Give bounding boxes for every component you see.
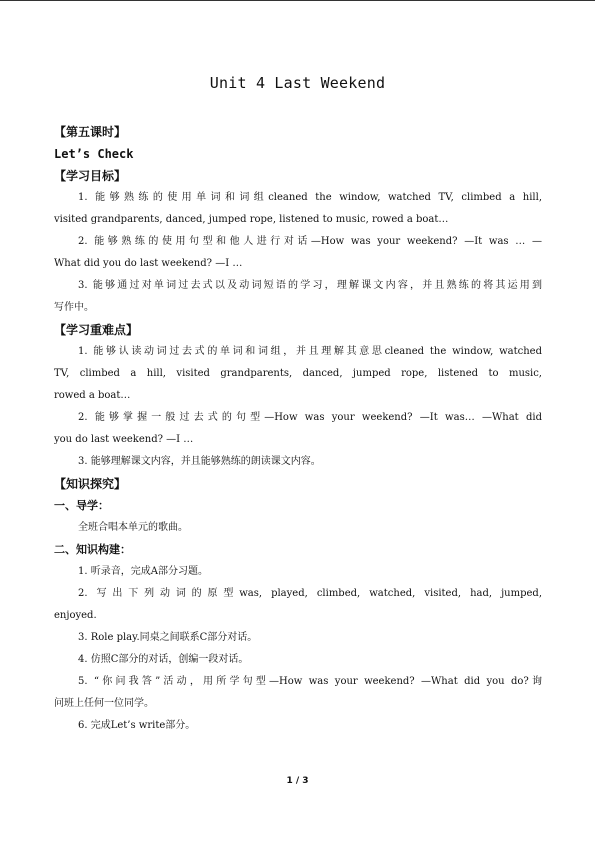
- key-2-line-2: you do last weekend? —I …: [54, 434, 194, 445]
- explore-heading: 【知识探究】: [54, 477, 127, 491]
- step-4: 4. 仿照C部分的对话，创编一段对话。: [78, 654, 249, 665]
- key-1-line-2: TV, climbed a hill, visited grandparents, danced, jumped rope, listened to music,: [54, 368, 542, 379]
- step-5-line-2: 问班上任何一位同学。: [54, 698, 154, 709]
- goals-heading: 【学习目标】: [54, 169, 127, 183]
- goal-3-line-2: 写作中。: [54, 302, 94, 313]
- step-1: 1. 听录音，完成A部分习题。: [78, 566, 208, 577]
- document-title: Unit 4 Last Weekend: [209, 74, 386, 92]
- document-body: [54, 121, 542, 737]
- key-1-line-1: 1. 能够认读动词过去式的单词和词组，并且理解其意思cleaned the window, watched: [78, 346, 542, 357]
- section-title: Let’s Check: [54, 147, 134, 161]
- part-1-heading: 一、导学：: [54, 499, 109, 512]
- part-2-heading: 二、知识构建：: [54, 543, 131, 556]
- part-1-text: 全班合唱本单元的歌曲。: [78, 522, 188, 533]
- key-2-line-1: 2. 能够掌握一般过去式的句型—How was your weekend? —It was… —What did: [78, 412, 542, 423]
- lesson-heading: 【第五课时】: [54, 125, 127, 139]
- key-1-line-3: rowed a boat…: [54, 390, 131, 401]
- goal-3-line-1: 3. 能够通过对单词过去式以及动词短语的学习，理解课文内容，并且熟练的将其运用到: [78, 280, 542, 291]
- step-2-line-2: enjoyed.: [54, 610, 97, 621]
- top-rule: [0, 0, 595, 1]
- goal-1-line-2: visited grandparents, danced, jumped rope, listened to music, rowed a boat…: [54, 214, 449, 225]
- step-3: 3. Role play.同桌之间联系C部分对话。: [78, 632, 258, 643]
- step-6: 6. 完成Let’s write部分。: [78, 720, 196, 731]
- page-number: 1 / 3: [286, 776, 309, 786]
- goal-1-line-1: 1. 能够熟练的使用单词和词组cleaned the window, watched TV, climbed a hill,: [78, 192, 542, 203]
- step-2-line-1: 2. 写出下列动词的原型was, played, climbed, watched, visited, had, jumped,: [78, 588, 542, 599]
- key-3-line-1: 3. 能够理解课文内容，并且能够熟练的朗读课文内容。: [78, 456, 321, 467]
- goal-2-line-2: What did you do last weekend? —I …: [54, 258, 243, 269]
- step-5-line-1: 5. “你问我答”活动，用所学句型—How was your weekend? —What did you do?询: [78, 676, 542, 687]
- goal-2-line-1: 2. 能够熟练的使用句型和他人进行对话—How was your weekend? —It was … —: [78, 236, 542, 247]
- key-points-heading: 【学习重难点】: [54, 323, 139, 337]
